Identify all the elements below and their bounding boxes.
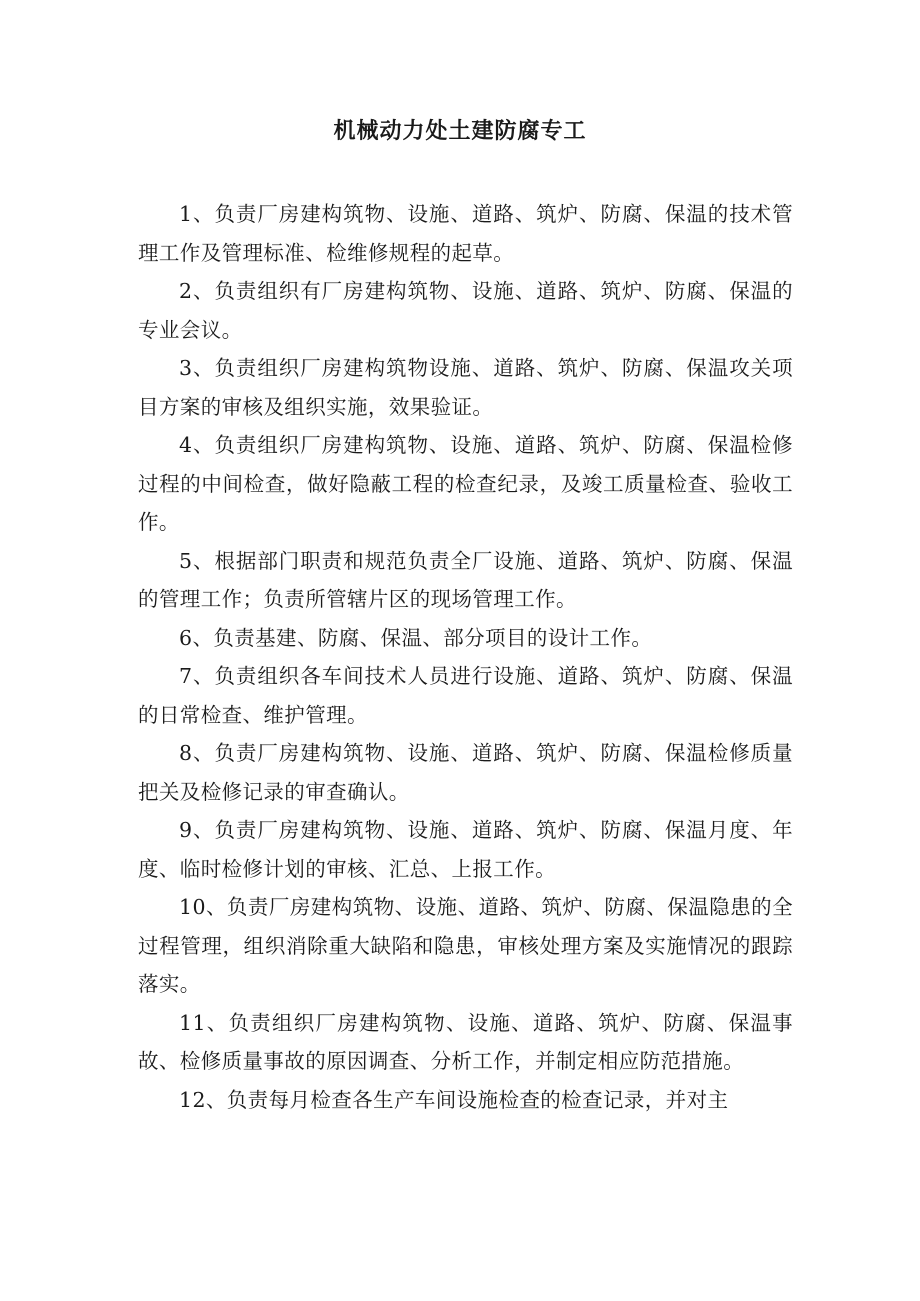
- document-body: [138, 195, 793, 1119]
- duty-item-1: 1、负责厂房建构筑物、设施、道路、筑炉、防腐、保温的技术管理工作及管理标准、检维修规程的起草。: [138, 202, 793, 265]
- duty-item-10: 10、负责厂房建构筑物、设施、道路、筑炉、防腐、保温隐患的全过程管理，组织消除重大缺陷和隐患，审核处理方案及实施情况的跟踪落实。: [138, 895, 793, 996]
- duty-item-5: 5、根据部门职责和规范负责全厂设施、道路、筑炉、防腐、保温的管理工作；负责所管辖片区的现场管理工作。: [138, 548, 793, 611]
- duty-item-8: 8、负责厂房建构筑物、设施、道路、筑炉、防腐、保温检修质量把关及检修记录的审查确认。: [138, 741, 793, 804]
- duty-item-4: 4、负责组织厂房建构筑物、设施、道路、筑炉、防腐、保温检修过程的中间检查，做好隐蔽工程的检查纪录，及竣工质量检查、验收工作。: [138, 433, 793, 534]
- duty-item-9: 9、负责厂房建构筑物、设施、道路、筑炉、防腐、保温月度、年度、临时检修计划的审核、汇总、上报工作。: [138, 818, 793, 881]
- duty-item-12: 12、负责每月检查各生产车间设施检查的检查记录，并对主: [179, 1087, 729, 1112]
- duty-item-11: 11、负责组织厂房建构筑物、设施、道路、筑炉、防腐、保温事故、检修质量事故的原因调查、分析工作，并制定相应防范措施。: [138, 1010, 793, 1073]
- duty-item-3: 3、负责组织厂房建构筑物设施、道路、筑炉、防腐、保温攻关项目方案的审核及组织实施，效果验证。: [138, 356, 793, 419]
- duty-item-2: 2、负责组织有厂房建构筑物、设施、道路、筑炉、防腐、保温的专业会议。: [138, 279, 793, 342]
- document-title: 机械动力处土建防腐专工: [333, 119, 587, 144]
- duty-item-6: 6、负责基建、防腐、保温、部分项目的设计工作。: [179, 625, 653, 650]
- duty-item-7: 7、负责组织各车间技术人员进行设施、道路、筑炉、防腐、保温的日常检查、维护管理。: [138, 664, 793, 727]
